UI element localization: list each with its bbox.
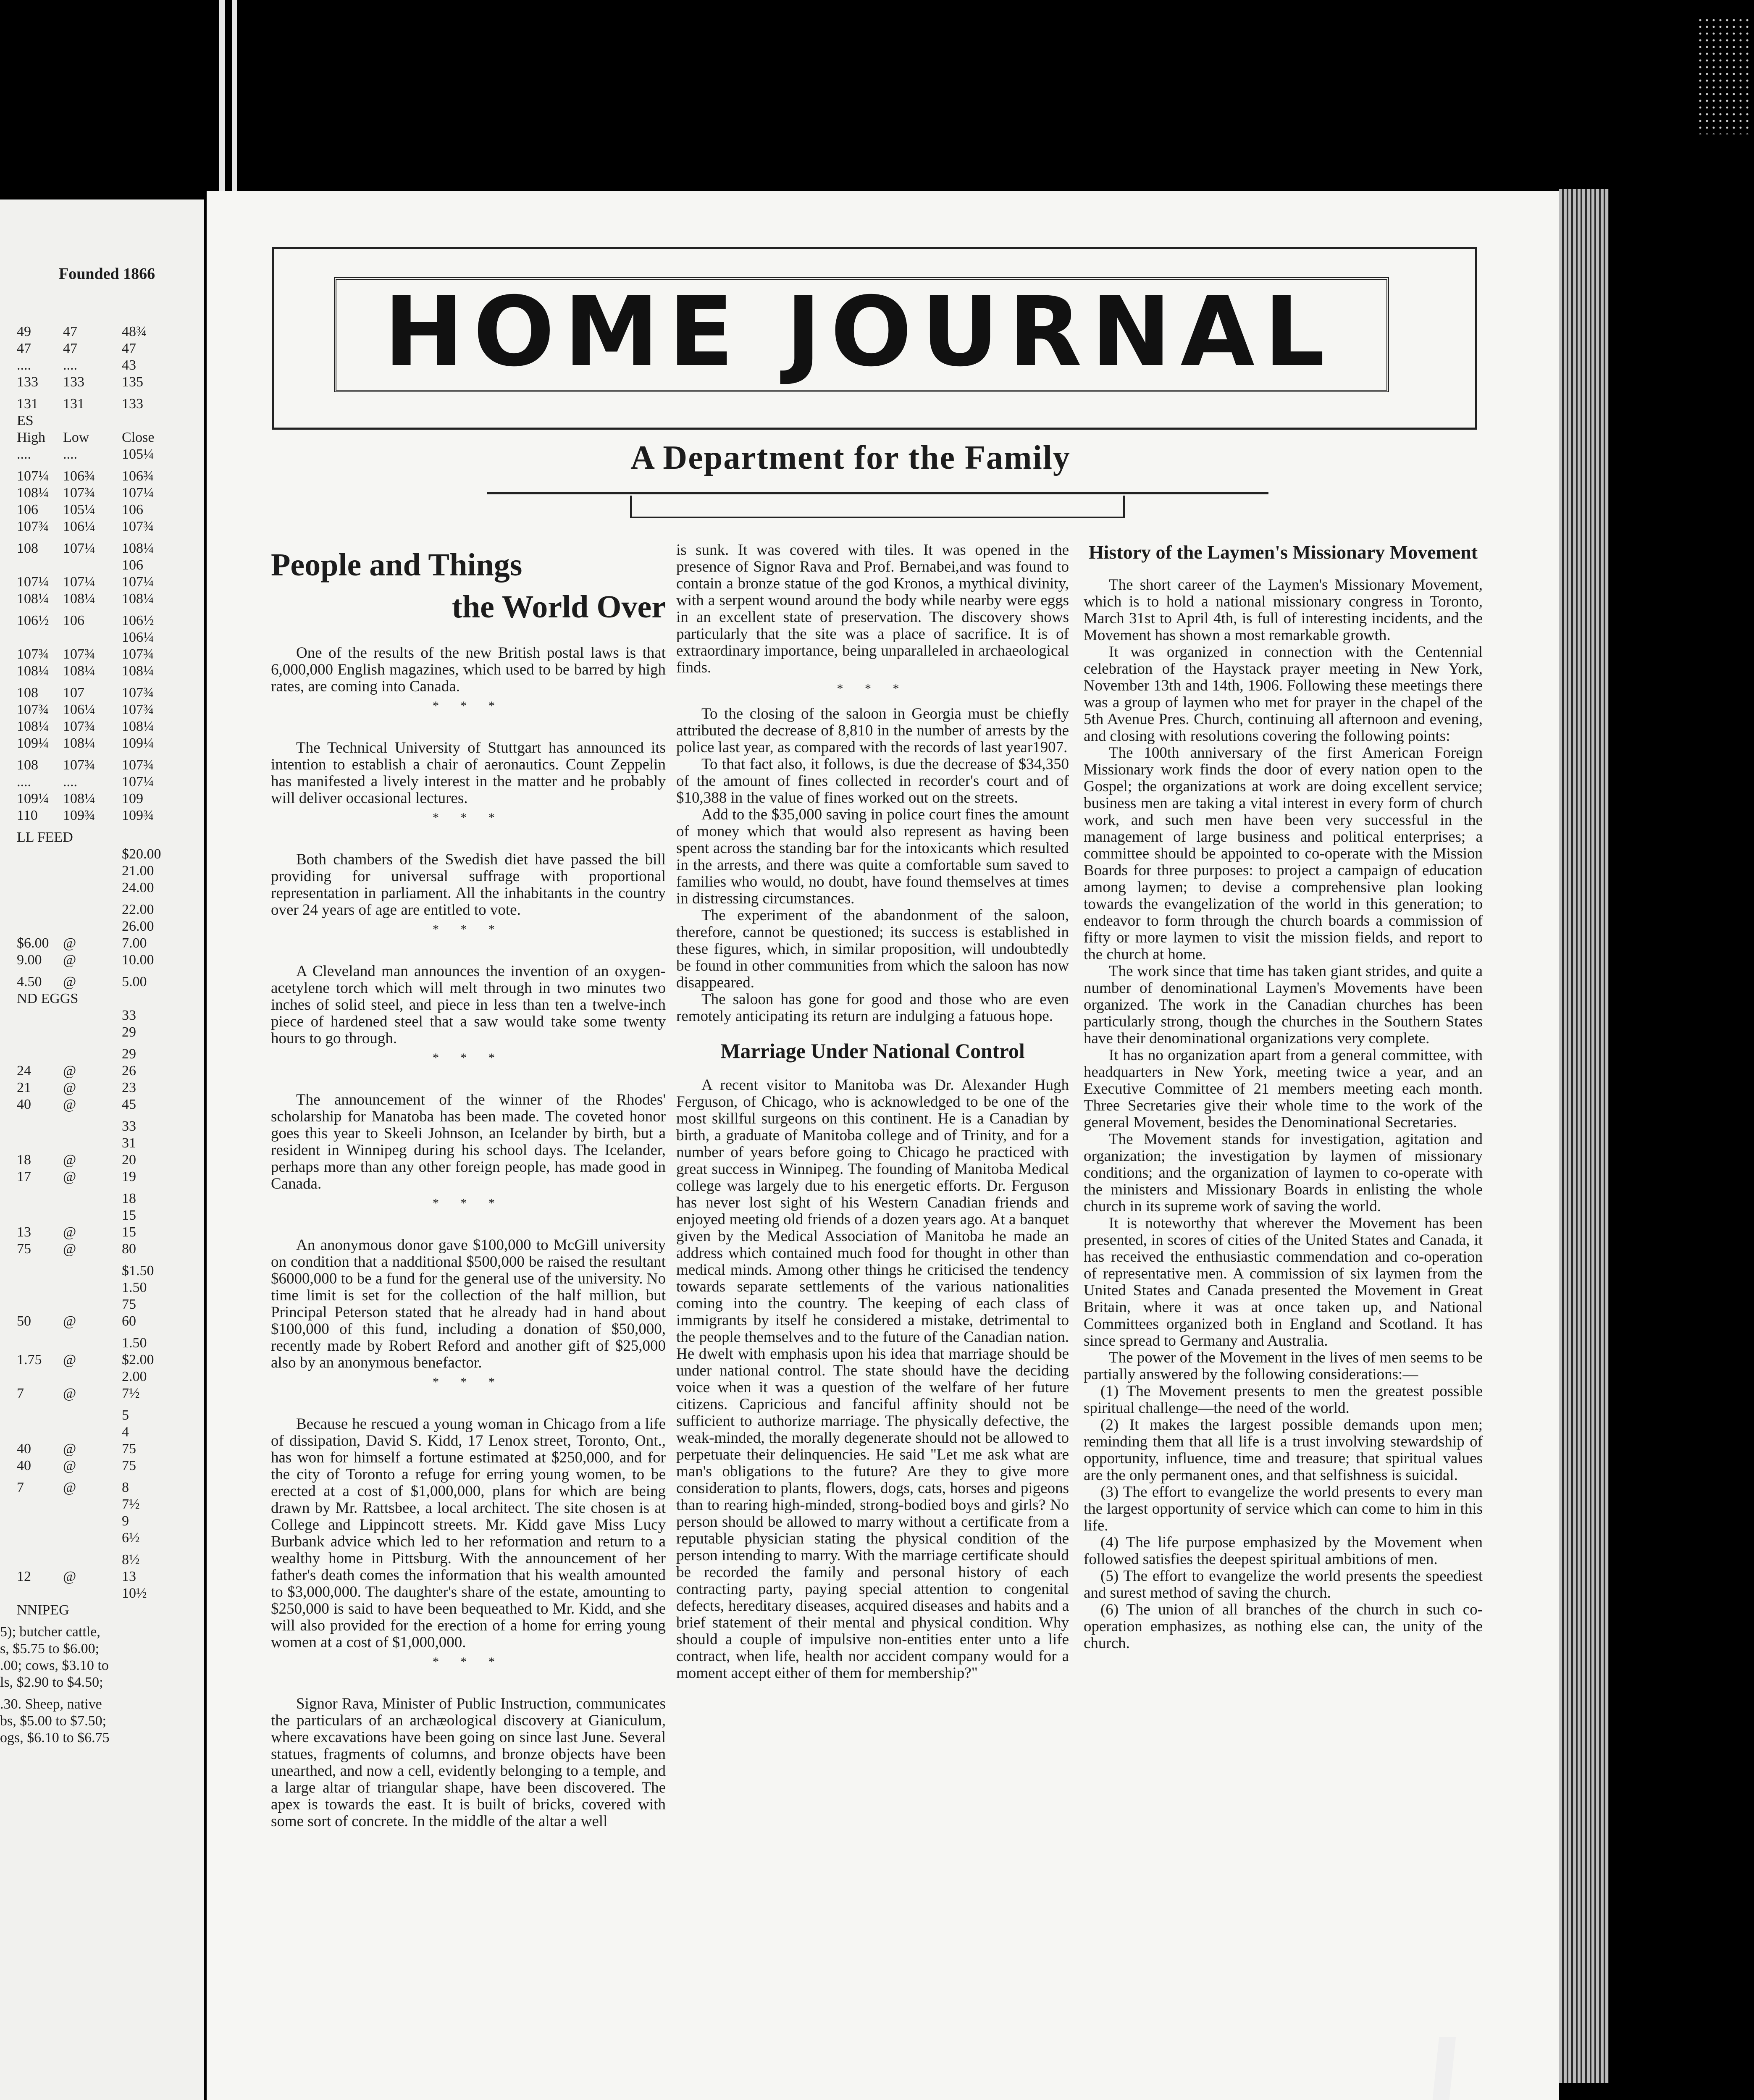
market-cell-c: 8: [122, 1480, 129, 1495]
market-cell-c: 29: [122, 1046, 136, 1062]
section-divider-stars: * * *: [433, 1196, 504, 1210]
market-cell-b: @: [63, 1386, 76, 1401]
market-cell-a: 108: [17, 757, 38, 773]
market-cell-c: $2.00: [122, 1352, 154, 1368]
marriage-article-text: A recent visitor to Manitoba was Dr. Alexander Hugh Ferguson, of Chicago, who is acknowledged to be one of the most skillful surgeons on this continent. He is a Canadian by birth, a graduate of Manitoba college and of Trinity, and for a number of years before going to Chicago he practiced with great success in Winnipeg. The founding of Manitoba Medical college was largely due to his energetic efforts. Dr. Ferguson has never lost sight of his Western Canadian friends and enjoyed meeting old friends of a dozen years ago. At a banquet given by the Medical Association of Manitoba he made an address which contained much food for thought in other than medical minds. Among other things he criticised the tendency towards separate settlements of the various nationalities coming into the country. The keeping of each class of immigrants by itself he considered a mistake, detrimental to the people themselves and to the future of the Canadian nation. He dwelt with emphasis upon his idea that marriage should be under national control. The state should have the deciding voice when it was a question of the welfare of her future citizens. Capricious and fanciful affinity should not be sufficient to authorize marriage. The physically defective, the weak-minded, the morally degenerate should not be allowed to perpetuate their delinquencies. He said "Let me ask what are man's obligations to the future? Are they to give more consideration to plants, flowers, dogs, cats, horses and pigeons than to rearing high-minded, strong-bodied boys and girls? No person should be allowed to marry without a certificate from a reputable physician stating the physical condition of the person intending to marry. With the marriage certificate should be recorded the family and personal history of each contracting party, paying special attention to congenital defects, hereditary diseases, acquired diseases and habits and a brief statement of their mental and physical condition. Why should a couple of impulsive non-entities enter unto a life contract, when life, health nor accident company would for a moment accept either of them for membership?": [676, 1076, 1069, 1682]
market-cell-c: 8½: [122, 1552, 140, 1567]
market-cell-b: 106¼: [63, 702, 95, 717]
market-text: ogs, $6.10 to $6.75: [0, 1730, 110, 1746]
column-people-and-things: [271, 544, 666, 1830]
market-cell-b: @: [63, 1080, 76, 1095]
market-cell-c: 60: [122, 1313, 136, 1329]
market-cell-c: 26: [122, 1063, 136, 1079]
market-cell-a: ND EGGS: [17, 991, 79, 1006]
market-cell-a: 108¼: [17, 663, 49, 679]
market-cell-b: 107¼: [63, 574, 95, 590]
market-cell-c: 23: [122, 1080, 136, 1095]
market-cell-b: @: [63, 1441, 76, 1457]
market-cell-a: High: [17, 430, 45, 445]
market-text: s, $5.75 to $6.00;: [0, 1641, 100, 1656]
considerations-list: [1084, 1383, 1483, 1652]
market-cell-b: @: [63, 1063, 76, 1079]
market-cell-a: 110: [17, 808, 38, 823]
market-cell-c: 43: [122, 357, 136, 373]
market-cell-a: 18: [17, 1152, 31, 1168]
market-cell-b: 47: [63, 341, 77, 356]
column-laymens-movement: [1084, 540, 1483, 1652]
market-cell-c: 106¼: [122, 630, 154, 645]
market-cell-c: 107¼: [122, 774, 154, 790]
market-cell-b: @: [63, 1152, 76, 1168]
laymens-paragraph: It was organized in connection with the Centennial celebration of the Haystack prayer meeting in New York, November 13th and 14th, 1906. Following these meetings there was a group of laymen who met for prayer in the chapel of the 5th Avenue Pres. Church, continuing all afternoon and evening, and closing with resolutions covering the following points:: [1084, 643, 1483, 745]
marriage-heading: Marriage Under National Control: [720, 1039, 1025, 1063]
market-cell-c: 26.00: [122, 919, 154, 934]
market-cell-a: 107¾: [17, 702, 49, 717]
market-cell-a: 133: [17, 374, 38, 390]
market-cell-c: 106½: [122, 613, 154, 628]
market-cell-b: 107: [63, 685, 84, 701]
saloon-paragraph: Add to the $35,000 saving in police court fines the amount of money which that would also represent as having been spent across the standing bar for the intoxicants which resulted in the arrests, and there was quite a comfortable sum saved to families who would, no doubt, have found themselves at times in distressing circumstances.: [676, 806, 1069, 907]
market-cell-c: 106¾: [122, 468, 154, 484]
market-cell-c: 80: [122, 1241, 136, 1257]
market-cell-c: 48¾: [122, 324, 147, 339]
market-cell-a: 40: [17, 1441, 31, 1457]
market-cell-c: 107¾: [122, 702, 154, 717]
market-cell-c: 5: [122, 1407, 129, 1423]
market-cell-c: 7½: [122, 1496, 140, 1512]
news-item: An anonymous donor gave $100,000 to McGill university on condition that a nadditional $500,000 be raised the resultant $6000,000 to be a fund for the general use of the university. No time limit is set for the collection of the half million, but Principal Peterson stated that he already had in hand about $100,000 of this fund, including a donation of $50,000, recently made by Robert Reford and another gift of $25,000 also by an anonymous benefactor.: [271, 1236, 666, 1371]
market-cell-c: $1.50: [122, 1263, 154, 1278]
market-cell-a: ....: [17, 446, 31, 462]
market-cell-c: 22.00: [122, 902, 154, 917]
market-cell-b: @: [63, 1169, 76, 1184]
news-item: The Technical University of Stuttgart has announced its intention to establish a chair of aeronautics. Count Zeppelin has manifested a lively interest in the matter and he probably will deliver occasional lectures.: [271, 739, 666, 807]
market-cell-b: 108¼: [63, 791, 95, 806]
binding-strip-top-2: [232, 0, 237, 197]
market-cell-a: LL FEED: [17, 830, 73, 845]
laymens-paragraph: It is noteworthy that wherever the Movement has been presented, in scores of cities of the United States and Canada, it has received the enthusiastic commendation and co-operation of representative men. A commission of six laymen from the United States and Canada presented the Movement in Great Britain, where it was at once taken up, and National Committees organized both in England and Scotland. It has since spread to Germany and Australia.: [1084, 1215, 1483, 1349]
market-text: .30. Sheep, native: [0, 1696, 102, 1712]
market-cell-c: 1.50: [122, 1335, 147, 1351]
saloon-article: [676, 706, 1069, 1025]
market-cell-b: 108¼: [63, 591, 95, 606]
section-divider-stars: * * *: [433, 699, 504, 713]
market-cell-a: 24: [17, 1063, 31, 1079]
market-cell-a: 108: [17, 541, 38, 556]
market-cell-a: ES: [17, 413, 34, 428]
market-cell-b: @: [63, 1480, 76, 1495]
market-cell-b: @: [63, 1241, 76, 1257]
market-cell-b: 107¾: [63, 646, 95, 662]
heading-line-1: People and Things: [271, 547, 523, 583]
market-cell-b: 105¼: [63, 502, 95, 517]
market-cell-a: 107¼: [17, 574, 49, 590]
market-cell-a: 109¼: [17, 735, 49, 751]
laymens-paragraph: The power of the Movement in the lives of men seems to be partially answered by the following considerations:—: [1084, 1349, 1483, 1383]
market-cell-c: 75: [122, 1441, 136, 1457]
market-cell-c: 45: [122, 1097, 136, 1112]
market-cell-a: 1.75: [17, 1352, 42, 1368]
market-cell-c: Close: [122, 430, 155, 445]
market-cell-b: 107¾: [63, 757, 95, 773]
market-cell-c: 19: [122, 1169, 136, 1184]
market-cell-c: 108¼: [122, 663, 154, 679]
section-divider-stars: * * *: [433, 1655, 504, 1669]
saloon-paragraph: To that fact also, it follows, is due the decrease of $34,350 of the amount of fines collected in recorder's court and of $10,388 in the value of fines worked out on the streets.: [676, 756, 1069, 806]
market-cell-c: 105¼: [122, 446, 154, 462]
market-text: ls, $2.90 to $4.50;: [0, 1675, 103, 1690]
market-cell-a: 40: [17, 1458, 31, 1473]
market-cell-c: 106: [122, 557, 143, 573]
left-page-founded-line: Founded 1866: [59, 265, 155, 283]
binding-strip-top: [219, 0, 225, 197]
market-cell-a: 106: [17, 502, 38, 517]
laymens-paragraph: The short career of the Laymen's Missionary Movement, which is to hold a national missionary congress in Toronto, March 31st to April 4th, is full of interesting incidents, and the Movement has shown a most remarkable growth.: [1084, 576, 1483, 644]
news-item: Both chambers of the Swedish diet have passed the bill providing for universal suffrage with proportional representation in parliament. All the inhabitants in the country over 24 years of age are entitled to vote.: [271, 851, 666, 919]
market-cell-a: 75: [17, 1241, 31, 1257]
market-cell-a: 12: [17, 1569, 31, 1584]
market-cell-c: 106: [122, 502, 143, 517]
market-cell-c: 10.00: [122, 952, 154, 968]
market-cell-c: 29: [122, 1024, 136, 1040]
market-cell-c: 47: [122, 341, 136, 356]
market-cell-c: 33: [122, 1118, 136, 1134]
consideration-item: (5) The effort to evangelize the world presents the speediest and surest method of saving the church.: [1084, 1567, 1483, 1601]
market-cell-a: 50: [17, 1313, 31, 1329]
market-cell-c: 13: [122, 1569, 136, 1584]
market-cell-a: 109¼: [17, 791, 49, 806]
market-cell-b: @: [63, 1458, 76, 1473]
market-cell-c: 7.00: [122, 935, 147, 951]
section-divider-stars: * * *: [433, 1051, 504, 1065]
market-cell-c: $20.00: [122, 846, 161, 862]
market-cell-c: 10½: [122, 1586, 147, 1601]
market-cell-c: 107¾: [122, 757, 154, 773]
news-item: The announcement of the winner of the Rhodes' scholarship for Manatoba has been made. The coveted honor goes this year to Skeeli Johnson, an Icelander by birth, but a resident in Winnipeg during his school days. The Icelander, perhaps more than any other foreign people, has made good in Canada.: [271, 1091, 666, 1192]
market-cell-c: 6½: [122, 1530, 140, 1546]
market-cell-a: 40: [17, 1097, 31, 1112]
market-cell-b: 107¼: [63, 541, 95, 556]
market-cell-a: 107¾: [17, 519, 49, 534]
market-cell-c: 75: [122, 1297, 136, 1312]
news-item: One of the results of the new British postal laws is that 6,000,000 English magazines, which used to be barred by high rates, are coming into Canada.: [271, 644, 666, 695]
market-cell-a: 7: [17, 1480, 24, 1495]
market-cell-a: 21: [17, 1080, 31, 1095]
market-cell-b: @: [63, 1569, 76, 1584]
market-cell-c: 107¾: [122, 685, 154, 701]
market-cell-c: 109¼: [122, 735, 154, 751]
market-cell-b: ....: [63, 357, 77, 373]
market-text: .00; cows, $3.10 to: [0, 1658, 109, 1673]
market-cell-c: 107¼: [122, 485, 154, 501]
market-cell-a: 49: [17, 324, 31, 339]
market-cell-a: 108¼: [17, 719, 49, 734]
laymens-article-body: [1084, 577, 1483, 1383]
market-cell-c: 107¾: [122, 519, 154, 534]
market-cell-a: 17: [17, 1169, 31, 1184]
market-cell-b: 108¼: [63, 735, 95, 751]
market-cell-b: @: [63, 1224, 76, 1240]
market-cell-a: 107¼: [17, 468, 49, 484]
news-item: Signor Rava, Minister of Public Instruction, communicates the particulars of an archæological discovery at Gianiculum, where excavations have been going on since last June. Several statues, fragments of columns, and bronze objects have been unearthed, and now a cell, evidently belonging to a temple, and a large altar of triangular shape, have been discovered. The apex is towards the east. It is built of bricks, covered with some sort of concrete. In the middle of the altar a well: [271, 1695, 666, 1830]
market-cell-c: 20: [122, 1152, 136, 1168]
people-and-things-heading: [271, 544, 666, 628]
market-cell-a: ....: [17, 774, 31, 790]
section-divider-stars: * * *: [433, 811, 504, 824]
market-cell-c: 107¾: [122, 646, 154, 662]
market-cell-c: 108¼: [122, 719, 154, 734]
market-cell-b: ....: [63, 774, 77, 790]
market-cell-c: 107¼: [122, 574, 154, 590]
market-cell-b: 131: [63, 396, 84, 412]
market-text: bs, $5.00 to $7.50;: [0, 1713, 107, 1729]
market-cell-a: 108¼: [17, 591, 49, 606]
market-cell-c: 15: [122, 1208, 136, 1223]
consideration-item: (3) The effort to evangelize the world presents to every man the largest opportunity of service which can come to him in this life.: [1084, 1483, 1483, 1534]
market-cell-c: 135: [122, 374, 143, 390]
market-cell-c: 1.50: [122, 1280, 147, 1295]
market-cell-a: ....: [17, 357, 31, 373]
market-cell-a: 107¾: [17, 646, 49, 662]
market-cell-a: 4.50: [17, 974, 42, 990]
market-cell-b: 133: [63, 374, 84, 390]
consideration-item: (4) The life purpose emphasized by the Movement when followed satisfies the deepest spiritual ambitions of men.: [1084, 1534, 1483, 1568]
column-middle: [676, 542, 1069, 1682]
market-cell-b: 107¾: [63, 485, 95, 501]
market-cell-b: 109¾: [63, 808, 95, 823]
market-cell-c: 9: [122, 1513, 129, 1529]
market-text: 5); butcher cattle,: [0, 1624, 100, 1640]
scanner-dot-pattern: [1697, 17, 1751, 134]
market-cell-b: @: [63, 1097, 76, 1112]
market-cell-c: 18: [122, 1191, 136, 1206]
heading-line-2: the World Over: [452, 589, 666, 625]
market-cell-a: NNIPEG: [17, 1602, 69, 1618]
department-subtitle: A Department for the Family: [630, 439, 1071, 476]
laymens-paragraph: The work since that time has taken giant strides, and quite a number of denominational Laymen's Movements have been organized. The work in the Canadian churches has been particularly strong, though the churches in the Southern States have their denominational organizations very complete.: [1084, 963, 1483, 1047]
market-cell-c: 5.00: [122, 974, 147, 990]
market-cell-a: 9.00: [17, 952, 42, 968]
laymens-paragraph: It has no organization apart from a general committee, with headquarters in New York, meeting twice a year, and an Executive Committee of 21 members meeting each month. Three Secretaries give their whole time to the work of the general Movement, besides the Denominational Secretaries.: [1084, 1047, 1483, 1131]
market-cell-c: 109¾: [122, 808, 154, 823]
news-items: [271, 645, 666, 1830]
news-item: A Cleveland man announces the invention of an oxygen-acetylene torch which will melt through in two minutes two inches of solid steel, and piece in less than ten a twelve-inch piece of hardened steel that a saw would take some twenty hours to go through.: [271, 963, 666, 1047]
market-cell-c: 4: [122, 1424, 129, 1440]
market-cell-c: 133: [122, 396, 143, 412]
market-cell-a: 108¼: [17, 485, 49, 501]
market-cell-a: 106½: [17, 613, 49, 628]
market-cell-c: 108¼: [122, 541, 154, 556]
market-cell-b: 107¾: [63, 719, 95, 734]
market-cell-c: 7½: [122, 1386, 140, 1401]
market-cell-b: @: [63, 1313, 76, 1329]
section-divider-stars: * * *: [837, 682, 909, 696]
market-cell-c: 109: [122, 791, 143, 806]
market-cell-b: 106¾: [63, 468, 95, 484]
market-cell-b: 108¼: [63, 663, 95, 679]
consideration-item: (6) The union of all branches of the church in such co-operation emphasizes, as nothing else can, the unity of the church.: [1084, 1601, 1483, 1652]
subtitle-rule: [487, 492, 1268, 494]
laymens-paragraph: The 100th anniversary of the first American Foreign Missionary work finds the door of every nation open to the Gospel; the organizations at work are doing excellent service; business men are taking a vital interest in every form of church work, and such men have been very successful in the management of large business and political enterprises; a committee should be appointed to co-operate with the Mission Boards for three purposes: to project a campaign of education among laymen; to devise a comprehensive plan looking towards the evangelization of the world in this generation; to endeavor to form through the church boards a commission of fifty or more laymen to visit the mission fields, and report to the church at home.: [1084, 744, 1483, 963]
laymens-paragraph: The Movement stands for investigation, agitation and organization; the investigation by laymen of missionary conditions; and the organization of laymen to co-operate with the ministers and Missionary Boards in enlisting the whole church in its supreme work of saving the world.: [1084, 1131, 1483, 1215]
market-cell-a: $6.00: [17, 935, 49, 951]
section-divider-stars: * * *: [433, 922, 504, 936]
saloon-paragraph: To the closing of the saloon in Georgia must be chiefly attributed the decrease of 8,810 in the number of arrests by the police last year, as compared with the records of last year1907.: [676, 705, 1069, 756]
market-cell-c: 21.00: [122, 863, 154, 879]
market-cell-a: 13: [17, 1224, 31, 1240]
market-cell-c: 75: [122, 1458, 136, 1473]
market-cell-c: 31: [122, 1135, 136, 1151]
market-cell-b: @: [63, 1352, 76, 1368]
market-cell-b: @: [63, 952, 76, 968]
market-cell-a: 47: [17, 341, 31, 356]
saloon-paragraph: The saloon has gone for good and those who are even remotely anticipating its return are indulging a fatuous hope.: [676, 991, 1069, 1025]
market-cell-c: 24.00: [122, 880, 154, 895]
section-divider-stars: * * *: [433, 1375, 504, 1389]
market-cell-b: @: [63, 935, 76, 951]
market-cell-c: 33: [122, 1008, 136, 1023]
market-cell-a: 108: [17, 685, 38, 701]
market-cell-c: 15: [122, 1224, 136, 1240]
excavation-continuation: is sunk. It was covered with tiles. It was opened in the presence of Signor Rava and Prof. Bernabei,and was found to contain a bronze statue of the god Kronos, a mythical divinity, with a serpent wound around the body while nearby were eggs in an excellent state of preservation. The discovery shows particularly that the site was a place of sacrifice. It is of extraordinary importance, being unparalleled in archaeological finds.: [676, 541, 1069, 676]
market-cell-b: @: [63, 974, 76, 990]
consideration-item: (1) The Movement presents to men the greatest possible spiritual challenge—the need of the world.: [1084, 1383, 1483, 1417]
market-cell-b: 106: [63, 613, 84, 628]
market-cell-c: 108¼: [122, 591, 154, 606]
consideration-item: (2) It makes the largest possible demands upon men; reminding them that all life is a trust involving stewardship of opportunity, influence, time and treasure; that spiritual values are the only permanent ones, and that selfishness is suicidal.: [1084, 1416, 1483, 1484]
market-cell-b: 106¼: [63, 519, 95, 534]
laymens-heading: History of the Laymen's Missionary Movement: [1088, 541, 1478, 563]
market-cell-a: 131: [17, 396, 38, 412]
page-edges: [1559, 189, 1609, 2083]
masthead-title: HOME JOURNAL: [383, 276, 1334, 388]
subtitle-bracket: [630, 496, 1125, 518]
left-page: [0, 200, 204, 2100]
saloon-paragraph: The experiment of the abandonment of the saloon, therefore, cannot be questioned; its success is established in these figures, which, in similar proposition, will undoubtedly be found in other communities from which the saloon has now disappeared.: [676, 907, 1069, 991]
market-cell-b: Low: [63, 430, 89, 445]
news-item: Because he rescued a young woman in Chicago from a life of dissipation, David S. Kidd, 17 Lenox street, Toronto, Ont., has won for himself a fortune estimated at $250,000, and for the city of Toronto a refuge for erring young women, to be erected at a cost of $1,000,000, plans for which are being drawn by Mr. Rattsbee, a local architect. The site chosen is at College and Lippincott streets. Mr. Kidd gave Miss Lucy Burbank advice which led to her reformation and return to a wealthy home in Pittsburg. With the announcement of her father's death comes the information that his wealth amounted to $3,000,000. The daughter's share of the estate, amounting to $250,000 is said to have been bequeathed to Mr. Kidd, and she will also provided for the erection of a home for erring young women at a cost of $1,000,000.: [271, 1415, 666, 1651]
market-cell-b: ....: [63, 446, 77, 462]
market-cell-b: 47: [63, 324, 77, 339]
market-cell-a: 7: [17, 1386, 24, 1401]
market-cell-c: 2.00: [122, 1369, 147, 1384]
